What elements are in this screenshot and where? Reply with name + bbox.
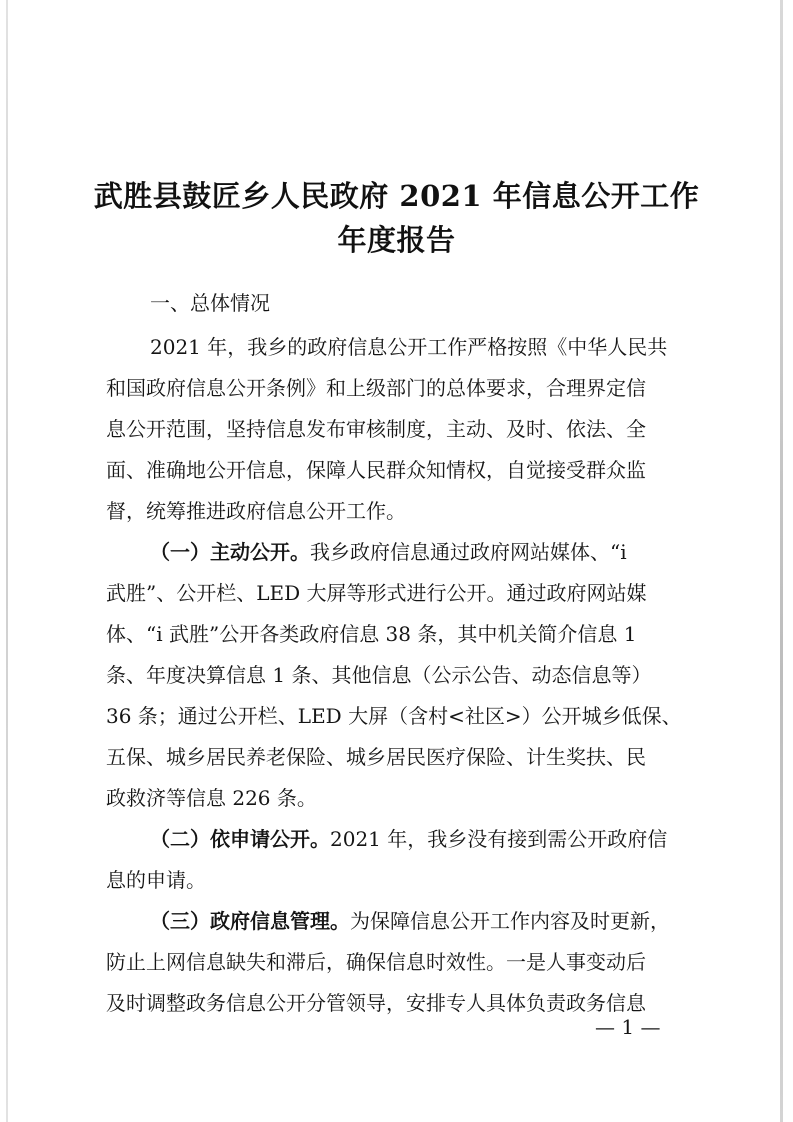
paragraph-2-line-4: 条、年度决算信息 1 条、其他信息（公示公告、动态信息等） <box>106 663 652 687</box>
paragraph-2-lead: （一）主动公开。 <box>150 540 310 564</box>
paragraph-4-line-1 <box>150 906 670 936</box>
paragraph-4-line-2: 防止上网信息缺失和滞后，确保信息时效性。一是人事变动后 <box>106 950 646 974</box>
paragraph-2-line-7: 政救济等信息 226 条。 <box>106 786 317 810</box>
paragraph-1-line-2: 和国政府信息公开条例》和上级部门的总体要求，合理界定信 <box>106 376 646 400</box>
paragraph-1-line-5: 督，统筹推进政府信息公开工作。 <box>106 499 406 523</box>
paragraph-4-first-rest: 为保障信息公开工作内容及时更新， <box>350 909 670 933</box>
paragraph-4-line-3: 及时调整政务信息公开分管领导，安排专人具体负责政务信息 <box>106 991 646 1015</box>
page-number: — 1 — <box>595 1015 661 1039</box>
document-title-line-2: 年度报告 <box>337 223 456 257</box>
paragraph-2-line-6: 五保、城乡居民养老保险、城乡居民医疗保险、计生奖扶、民 <box>106 745 646 769</box>
scan-edge-left <box>6 0 8 1122</box>
paragraph-2-first-rest: 我乡政府信息通过政府网站媒体、“i <box>310 540 627 564</box>
paragraph-4-lead: （三）政府信息管理。 <box>150 909 350 933</box>
paragraph-3-line-2: 息的申请。 <box>106 868 206 892</box>
section-heading: 一、总体情况 <box>150 291 270 315</box>
paragraph-2-line-5: 36 条；通过公开栏、LED 大屏（含村<社区>）公开城乡低保、 <box>106 704 682 728</box>
paragraph-3-first-rest: 2021 年，我乡没有接到需公开政府信 <box>330 827 668 851</box>
paragraph-2-line-2: 武胜”、公开栏、LED 大屏等形式进行公开。通过政府网站媒 <box>106 581 647 605</box>
document-title-line-1: 武胜县鼓匠乡人民政府 2021 年信息公开工作 <box>93 179 700 213</box>
paragraph-3-line-1 <box>150 824 667 854</box>
paragraph-1-line-4: 面、准确地公开信息，保障人民群众知情权，自觉接受群众监 <box>106 458 646 482</box>
paragraph-2-line-1 <box>150 537 627 567</box>
paragraph-1-line-3: 息公开范围，坚持信息发布审核制度，主动、及时、依法、全 <box>106 417 646 441</box>
paragraph-1-line-1: 2021 年，我乡的政府信息公开工作严格按照《中华人民共 <box>150 335 668 359</box>
paragraph-3-lead: （二）依申请公开。 <box>150 827 330 851</box>
scan-edge-right <box>780 0 783 1122</box>
paragraph-2-line-3: 体、“i 武胜”公开各类政府信息 38 条，其中机关简介信息 1 <box>106 622 637 646</box>
